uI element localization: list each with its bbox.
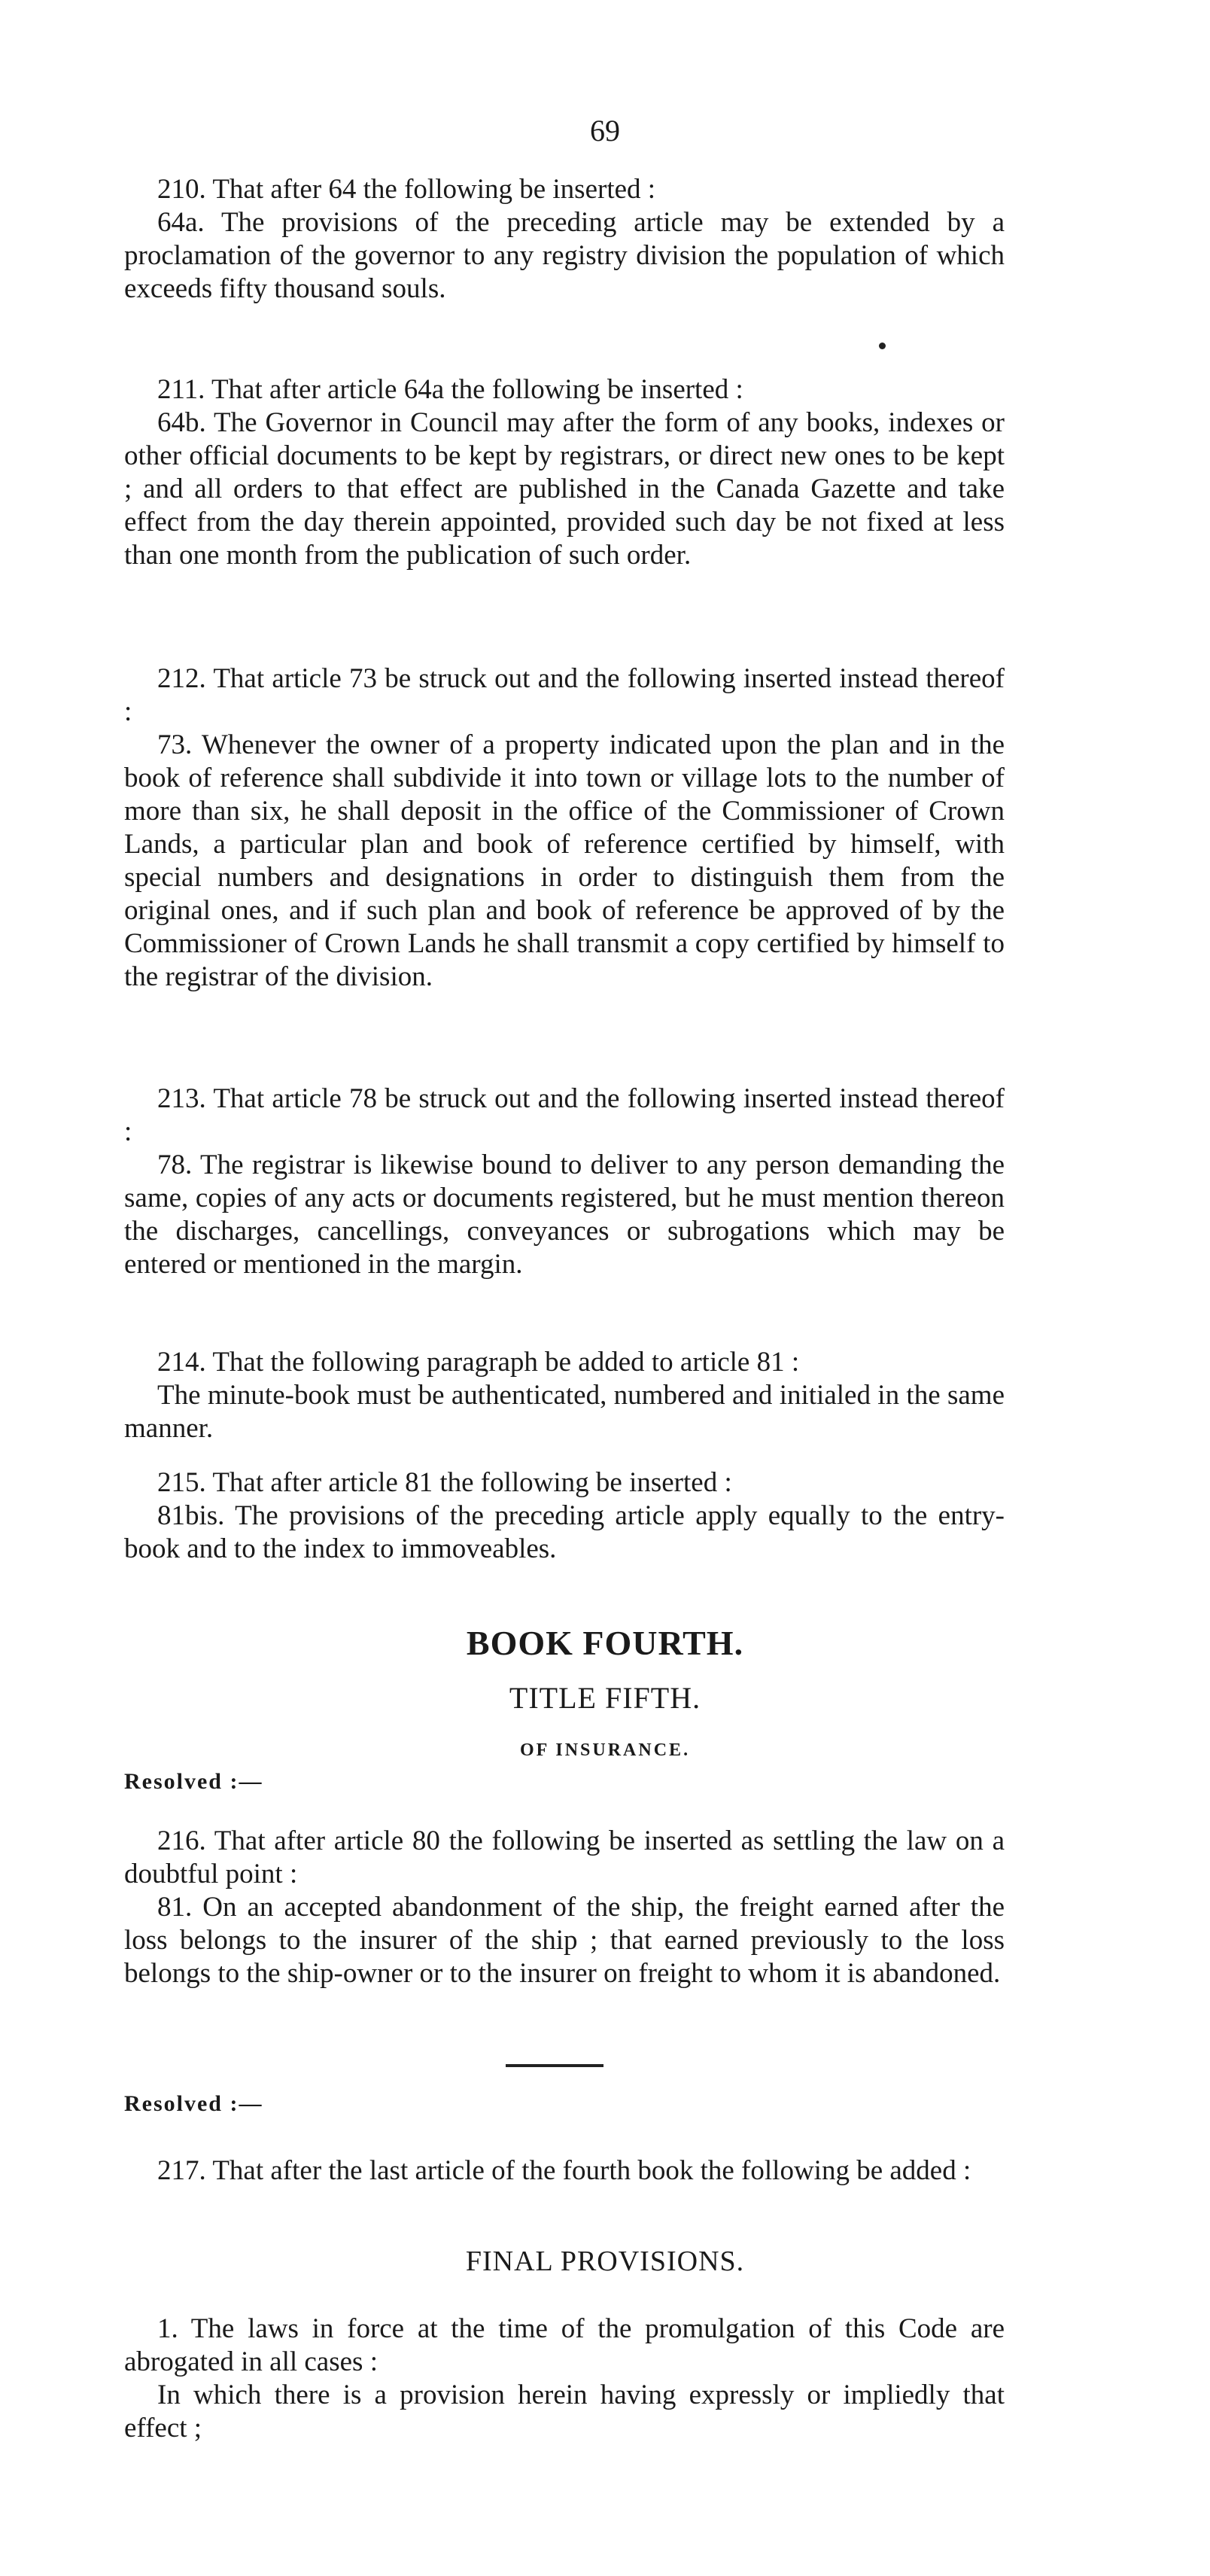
resolved-label: Resolved :—: [124, 2091, 263, 2116]
section-213: [124, 1082, 1005, 1281]
section-heading: 213. That article 78 be struck out and the following inserted instead thereof :: [124, 1083, 1005, 1147]
subject-heading: OF INSURANCE.: [519, 1740, 691, 1760]
section-heading: 210. That after 64 the following be inserted :: [157, 174, 656, 205]
final-provision-1: [124, 2313, 1005, 2445]
section-heading: 212. That article 73 be struck out and the following inserted instead thereof :: [124, 663, 1005, 727]
section-216: [124, 1825, 1005, 1990]
section-heading: 214. That the following paragraph be added to article 81 :: [157, 1347, 800, 1378]
section-text: The minute-book must be authenticated, numbered and initialed in the same manner.: [124, 1380, 1005, 1444]
section-211: [124, 373, 1005, 572]
title-heading: TITLE FIFTH.: [509, 1681, 701, 1715]
section-text: 81bis. The provisions of the preceding article apply equally to the entry-book and to the index to immoveables.: [124, 1500, 1005, 1564]
section-heading: 211. That after article 64a the following be inserted :: [157, 374, 743, 405]
section-heading: 216. That after article 80 the following be inserted as settling the law on a doubtful point :: [124, 1825, 1005, 1889]
section-text: 64b. The Governor in Council may after the form of any books, indexes or other official documents to be kept by registrars, or direct new ones to be kept ; and all orders to that effect are published in the Canada Gazette and take effect from the day therein appointed, provided such day be not fixed at less than one month from the publication of such order.: [124, 407, 1005, 571]
section-text: 73. Whenever the owner of a property indicated upon the plan and in the book of reference shall subdivide it into town or village lots to the number of more than six, he shall deposit in the office of the Commissioner of Crown Lands, a particular plan and book of reference certified by himself, with special numbers and designations in order to distinguish them from the original ones, and if such plan and book of reference be approved of by the Commissioner of Crown Lands he shall transmit a copy certified by himself to the registrar of the division.: [124, 729, 1005, 992]
section-divider: [506, 2064, 603, 2067]
section-text: 81. On an accepted abandonment of the ship, the freight earned after the loss belongs to the insurer of the ship ; that earned previously to the loss belongs to the ship-owner or to the insurer on freight to whom it is abandoned.: [124, 1892, 1005, 1989]
section-212: [124, 662, 1005, 994]
section-210: [124, 173, 1005, 306]
provision-text: In which there is a provision herein having expressly or impliedly that effect ;: [124, 2380, 1005, 2444]
provision-heading: 1. The laws in force at the time of the promulgation of this Code are abrogated in all cases :: [124, 2313, 1005, 2377]
final-provisions-heading: FINAL PROVISIONS.: [465, 2246, 745, 2277]
section-215: [124, 1466, 1005, 1566]
section-217: [124, 2154, 1005, 2188]
section-text: 78. The registrar is likewise bound to deliver to any person demanding the same, copies of any acts or documents registered, but he must mention thereon the discharges, cancellings, conveyances or subrogations which may be entered or mentioned in the margin.: [124, 1149, 1005, 1280]
page-number: 69: [590, 114, 620, 148]
resolved-label: Resolved :—: [124, 1769, 263, 1794]
section-heading: 217. That after the last article of the fourth book the following be added :: [157, 2155, 971, 2186]
section-heading: 215. That after article 81 the following be inserted :: [157, 1467, 732, 1498]
book-heading: BOOK FOURTH.: [466, 1624, 744, 1662]
section-text: 64a. The provisions of the preceding article may be extended by a proclamation of the governor to any registry division the population of which exceeds fifty thousand souls.: [124, 207, 1005, 304]
section-214: [124, 1346, 1005, 1445]
ink-speck: [879, 343, 886, 349]
